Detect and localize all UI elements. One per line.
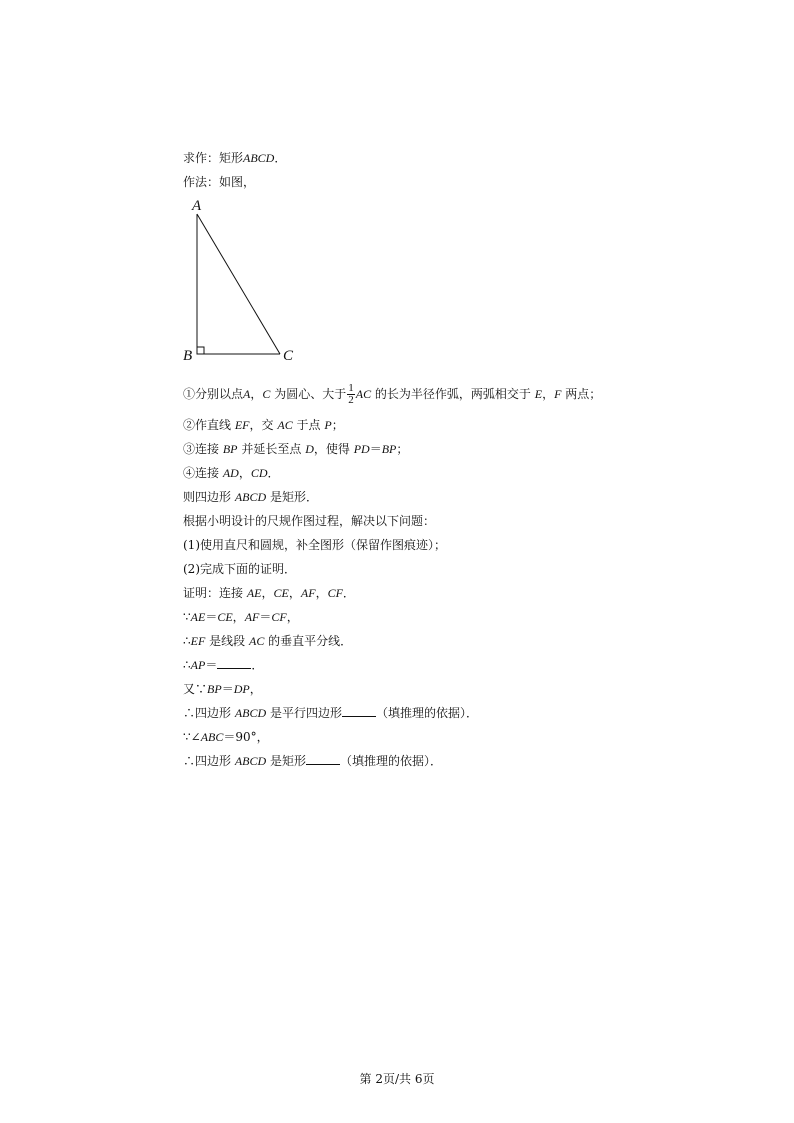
right-angle-mark [197, 347, 204, 354]
step-4 [183, 466, 280, 480]
label-A: A [192, 198, 202, 214]
math-var: AF [244, 610, 260, 624]
proof-line-4 [183, 658, 263, 672]
conclusion-line [183, 490, 318, 504]
math-var: BP [207, 682, 222, 696]
math-var: A [243, 387, 251, 401]
question-intro: 根据小明设计的尺规作图过程，解决以下问题： [183, 514, 436, 528]
text: ＝ [221, 682, 234, 696]
task-line [183, 151, 286, 165]
math-var: F [554, 387, 562, 401]
text: 是矩形． [270, 490, 319, 504]
proof-line-6 [183, 706, 478, 720]
math-var: AE [190, 610, 206, 624]
side-AC [197, 214, 280, 354]
text: ； [331, 418, 344, 432]
math-var: ABC [200, 730, 224, 744]
text: ＝ [205, 658, 218, 672]
proof-line-1 [183, 586, 355, 600]
text: ， [250, 387, 263, 401]
math-var: AD [222, 466, 239, 480]
text: ∴ [183, 658, 191, 672]
math-var: CE [273, 586, 289, 600]
math-var: AP [190, 658, 206, 672]
text: 又∵ [183, 682, 208, 696]
label-B: B [183, 348, 193, 364]
proof-line-8 [183, 754, 442, 768]
text: 则四边形 [183, 490, 232, 504]
text: （填推理的依据）． [376, 706, 479, 720]
text: ， [232, 610, 245, 624]
text: 并延长至点 [241, 442, 302, 456]
text: ∵∠ [183, 730, 201, 744]
text: ＝90°， [223, 730, 269, 744]
answer-blank-1[interactable] [217, 658, 251, 669]
math-var: ABCD [234, 490, 267, 504]
text: （填推理的依据）． [340, 754, 443, 768]
proof-line-3 [183, 634, 352, 648]
text: 求作：矩形 [183, 151, 244, 165]
text: ③连接 [183, 442, 220, 456]
text: ＝ [205, 610, 218, 624]
denominator: 2 [348, 394, 354, 406]
text: ＝ [259, 610, 272, 624]
math-var: AC [248, 634, 265, 648]
text: ∵ [183, 610, 191, 624]
math-var: AE [246, 586, 262, 600]
math-var: C [262, 387, 271, 401]
math-var: DP [233, 682, 250, 696]
proof-line-2 [183, 610, 299, 624]
math-var: CF [271, 610, 287, 624]
text: ； [396, 442, 409, 456]
text: 于点 [296, 418, 321, 432]
text: ②作直线 [183, 418, 232, 432]
answer-blank-2[interactable] [342, 706, 376, 717]
label-C: C [283, 348, 294, 364]
math-var: BP [222, 442, 238, 456]
text: ，使得 [313, 442, 350, 456]
text: ∴四边形 [183, 706, 232, 720]
text: 是矩形 [270, 754, 307, 768]
math-var: AC [355, 387, 372, 401]
proof-line-5 [183, 682, 262, 696]
method-line: 作法：如图， [183, 175, 256, 189]
numerator: 1 [348, 382, 354, 394]
triangle-figure [180, 196, 310, 366]
math-var: ABCD [234, 754, 267, 768]
text: 的垂直平分线． [268, 634, 353, 648]
math-var: ABCD [243, 151, 275, 165]
page-footer: 第 2页/共 6页 [359, 1072, 435, 1086]
math-var: CD [250, 466, 268, 480]
text: ∴ [183, 634, 191, 648]
math-var: AC [277, 418, 293, 432]
math-var: BP [381, 442, 397, 456]
text: ＝ [369, 442, 382, 456]
text: ， [542, 387, 555, 401]
text: ． [251, 658, 264, 672]
text: 两点； [565, 387, 602, 401]
text: 证明：连接 [183, 586, 244, 600]
text: ， [288, 586, 301, 600]
answer-blank-3[interactable] [306, 754, 340, 765]
text: ， [249, 682, 262, 696]
text: ． [274, 151, 287, 165]
text: ④连接 [183, 466, 220, 480]
text: ． [267, 466, 280, 480]
step-3 [183, 442, 408, 456]
text: ， [261, 586, 274, 600]
text: ， [315, 586, 328, 600]
math-var: ABCD [234, 706, 267, 720]
step-1 [183, 383, 601, 406]
fraction-one-half [347, 383, 355, 406]
text: 为圆心、大于 [274, 387, 347, 401]
text: ． [342, 586, 355, 600]
math-var: PD [353, 442, 370, 456]
proof-line-7 [183, 730, 269, 744]
question-1: (1)使用直尺和圆规，补全图形（保留作图痕迹）； [183, 538, 446, 552]
text: ∴四边形 [183, 754, 232, 768]
text: ①分别以点 [183, 387, 244, 401]
math-var: P [324, 418, 332, 432]
text: ，交 [249, 418, 274, 432]
math-var: EF [234, 418, 250, 432]
math-var: EF [190, 634, 206, 648]
math-var: AF [300, 586, 316, 600]
text: ， [238, 466, 251, 480]
question-2: (2)完成下面的证明． [183, 562, 296, 576]
math-var: D [305, 442, 314, 456]
text: 是平行四边形 [270, 706, 343, 720]
text: 是线段 [209, 634, 246, 648]
math-var: CE [217, 610, 233, 624]
text: 的长为半径作弧，两弧相交于 [374, 387, 531, 401]
step-2 [183, 418, 344, 432]
text: ， [286, 610, 299, 624]
math-var: E [534, 387, 543, 401]
math-var: CF [327, 586, 343, 600]
